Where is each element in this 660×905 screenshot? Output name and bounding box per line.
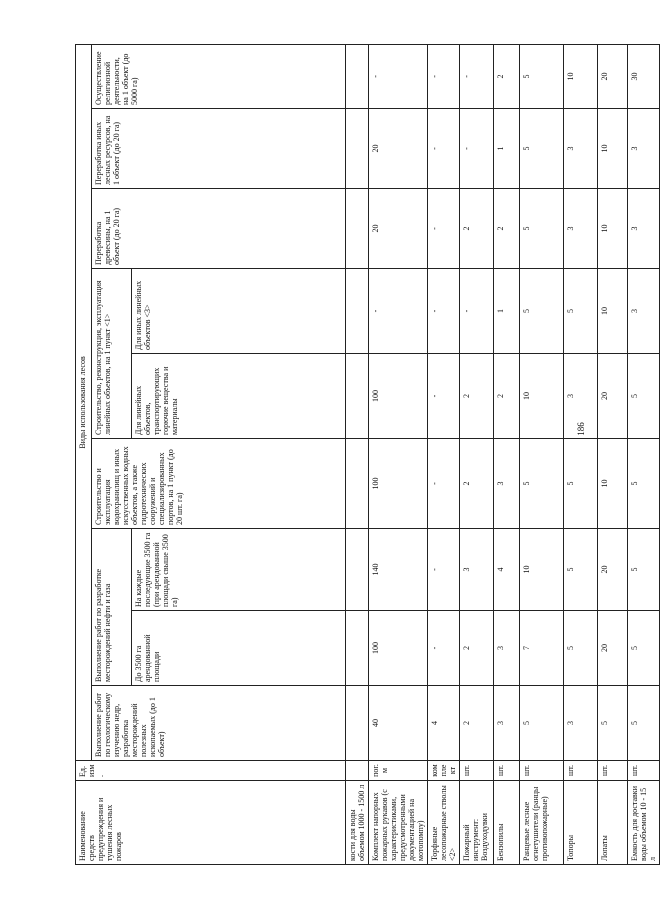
row-value: 1 <box>494 109 520 189</box>
row-value: 3 <box>564 109 598 189</box>
row-value: 3 <box>564 686 598 761</box>
row-value: 4 <box>428 686 460 761</box>
row-value: 2 <box>494 44 520 108</box>
table-row <box>520 44 564 864</box>
row-name: Пожарный инструмент: Воздуходувки <box>460 781 494 865</box>
row-value: 3 <box>564 354 598 439</box>
row-name: Комплект напорных пожарных рукавов (с характеристиками, предусмотренными документацией на мотопомпу) <box>369 781 428 865</box>
row-value: 100 <box>369 354 428 439</box>
row-value: 20 <box>598 611 628 686</box>
row-value <box>346 189 369 269</box>
row-unit: пог. м <box>369 761 428 781</box>
row-value: 5 <box>520 686 564 761</box>
row-value: 3 <box>564 189 598 269</box>
row-value: 5 <box>628 354 660 439</box>
row-value: - <box>369 44 428 108</box>
row-value: - <box>428 354 460 439</box>
row-value: 10 <box>598 439 628 529</box>
row-value: 5 <box>520 109 564 189</box>
row-value: 5 <box>628 686 660 761</box>
row-value: 5 <box>628 611 660 686</box>
row-value: 2 <box>460 686 494 761</box>
row-value: 2 <box>460 354 494 439</box>
row-value: 10 <box>520 529 564 611</box>
header-name-cell: Наименование средств предупреждения и тушения лесных пожаров <box>76 781 346 865</box>
row-value: 5 <box>628 439 660 529</box>
table-row <box>598 44 628 864</box>
row-value: 5 <box>564 269 598 354</box>
header-oilgas-a: До 3500 га арендованной площади <box>132 611 346 686</box>
row-value: 5 <box>564 439 598 529</box>
row-unit: шт. <box>628 761 660 781</box>
row-value: - <box>369 269 428 354</box>
row-value: 10 <box>598 269 628 354</box>
row-value: 2 <box>460 439 494 529</box>
row-name: Лопаты <box>598 781 628 865</box>
row-value: 2 <box>460 611 494 686</box>
row-unit: шт. <box>598 761 628 781</box>
row-value: 10 <box>520 354 564 439</box>
row-value: 5 <box>520 189 564 269</box>
row-value: 5 <box>520 44 564 108</box>
table-row <box>564 44 598 864</box>
row-value: 100 <box>369 611 428 686</box>
row-name: Топоры <box>564 781 598 865</box>
rotated-table-page <box>75 45 657 865</box>
row-value: - <box>428 44 460 108</box>
row-value: 5 <box>520 439 564 529</box>
row-unit: шт. <box>564 761 598 781</box>
row-value: - <box>460 44 494 108</box>
header-water: Строительство и эксплуатация водохранилищ и иных искусственных водных объектов, а также гидротехнических сооружений и специализированных портов, на 1 пункт (до 20 шт. га) <box>92 439 346 529</box>
table-row <box>460 44 494 864</box>
header-forest-res: Переработка иных лесных ресурсов, на 1 объект (до 20 га) <box>92 109 346 189</box>
row-value: 7 <box>520 611 564 686</box>
row-value: 5 <box>564 529 598 611</box>
row-value: 4 <box>494 529 520 611</box>
row-unit: шт. <box>494 761 520 781</box>
row-value: 10 <box>598 109 628 189</box>
row-value: - <box>428 611 460 686</box>
row-name: Торфяные лесопожарные стволы <2> <box>428 781 460 865</box>
row-value: 20 <box>598 529 628 611</box>
row-value: 5 <box>628 529 660 611</box>
row-unit: шт. <box>460 761 494 781</box>
header-linear: Строительство, реконструкция, эксплуатация линейных объектов, на 1 пункт <1> <box>92 269 132 439</box>
row-value: - <box>428 529 460 611</box>
row-value: 3 <box>628 109 660 189</box>
row-value: 5 <box>564 611 598 686</box>
row-value: - <box>460 269 494 354</box>
row-value: 40 <box>369 686 428 761</box>
row-value: 30 <box>628 44 660 108</box>
row-value: 20 <box>598 354 628 439</box>
row-value: 10 <box>564 44 598 108</box>
row-value: - <box>428 439 460 529</box>
row-value <box>346 439 369 529</box>
row-value: - <box>428 189 460 269</box>
row-value <box>346 529 369 611</box>
page-number: 186 <box>576 422 586 436</box>
row-value: 3 <box>460 529 494 611</box>
table-row <box>369 44 428 864</box>
table-row <box>494 44 520 864</box>
row-value: 2 <box>494 354 520 439</box>
row-value: 20 <box>369 109 428 189</box>
row-value: - <box>460 109 494 189</box>
table-row <box>346 44 369 864</box>
row-value: 1 <box>494 269 520 354</box>
row-name: кости для воды объемом 1000 - 1500 л <box>346 781 369 865</box>
row-value <box>346 686 369 761</box>
row-value <box>346 44 369 108</box>
row-value: - <box>428 109 460 189</box>
row-name: Ранцевые лесные огнетушители (ранцы противопожарные) <box>520 781 564 865</box>
row-name: Емкость для доставки воды объемом 10 - 15 л <box>628 781 660 865</box>
table-row <box>628 44 660 864</box>
header-geo: Выполнение работ по геологическому изучению недр, разработка месторождений полезных ископаемых (до 1 объект) <box>92 686 346 761</box>
row-unit: шт. <box>520 761 564 781</box>
table-row <box>428 44 460 864</box>
row-unit: комплект <box>428 761 460 781</box>
header-uses-cell: Виды использования лесов <box>76 44 92 760</box>
row-value: 20 <box>369 189 428 269</box>
row-value <box>346 611 369 686</box>
row-value <box>346 354 369 439</box>
row-value: 3 <box>628 269 660 354</box>
row-name: Бензопилы <box>494 781 520 865</box>
header-religion: Осуществление религиозной деятельности, на 1 объект (до 5000 га) <box>92 44 346 108</box>
header-oilgas-b: На каждые последующие 3500 га (при арендованной площади свыше 3500 га) <box>132 529 346 611</box>
row-value: 5 <box>520 269 564 354</box>
equipment-table <box>75 44 660 865</box>
row-value: 3 <box>494 611 520 686</box>
row-value: 3 <box>494 439 520 529</box>
row-value: 3 <box>628 189 660 269</box>
row-value: 5 <box>598 686 628 761</box>
row-value: 3 <box>494 686 520 761</box>
header-wood: Переработка древесины, на 1 объект (до 20 га) <box>92 189 346 269</box>
row-value: - <box>428 269 460 354</box>
header-linear-a: Для линейных объектов, транспортирующих горючие вещества и материалы <box>132 354 346 439</box>
row-value: 20 <box>598 44 628 108</box>
row-value: 140 <box>369 529 428 611</box>
header-linear-b: Для иных линейных объектов <3> <box>132 269 346 354</box>
row-value: 10 <box>598 189 628 269</box>
header-unit-cell: Ед. изм. <box>76 761 346 781</box>
row-value <box>346 269 369 354</box>
row-value: 2 <box>460 189 494 269</box>
row-value <box>346 109 369 189</box>
row-value: 2 <box>494 189 520 269</box>
row-value: 100 <box>369 439 428 529</box>
row-unit <box>346 761 369 781</box>
header-oilgas: Выполнение работ по разработке месторождений нефти и газа <box>92 529 132 686</box>
